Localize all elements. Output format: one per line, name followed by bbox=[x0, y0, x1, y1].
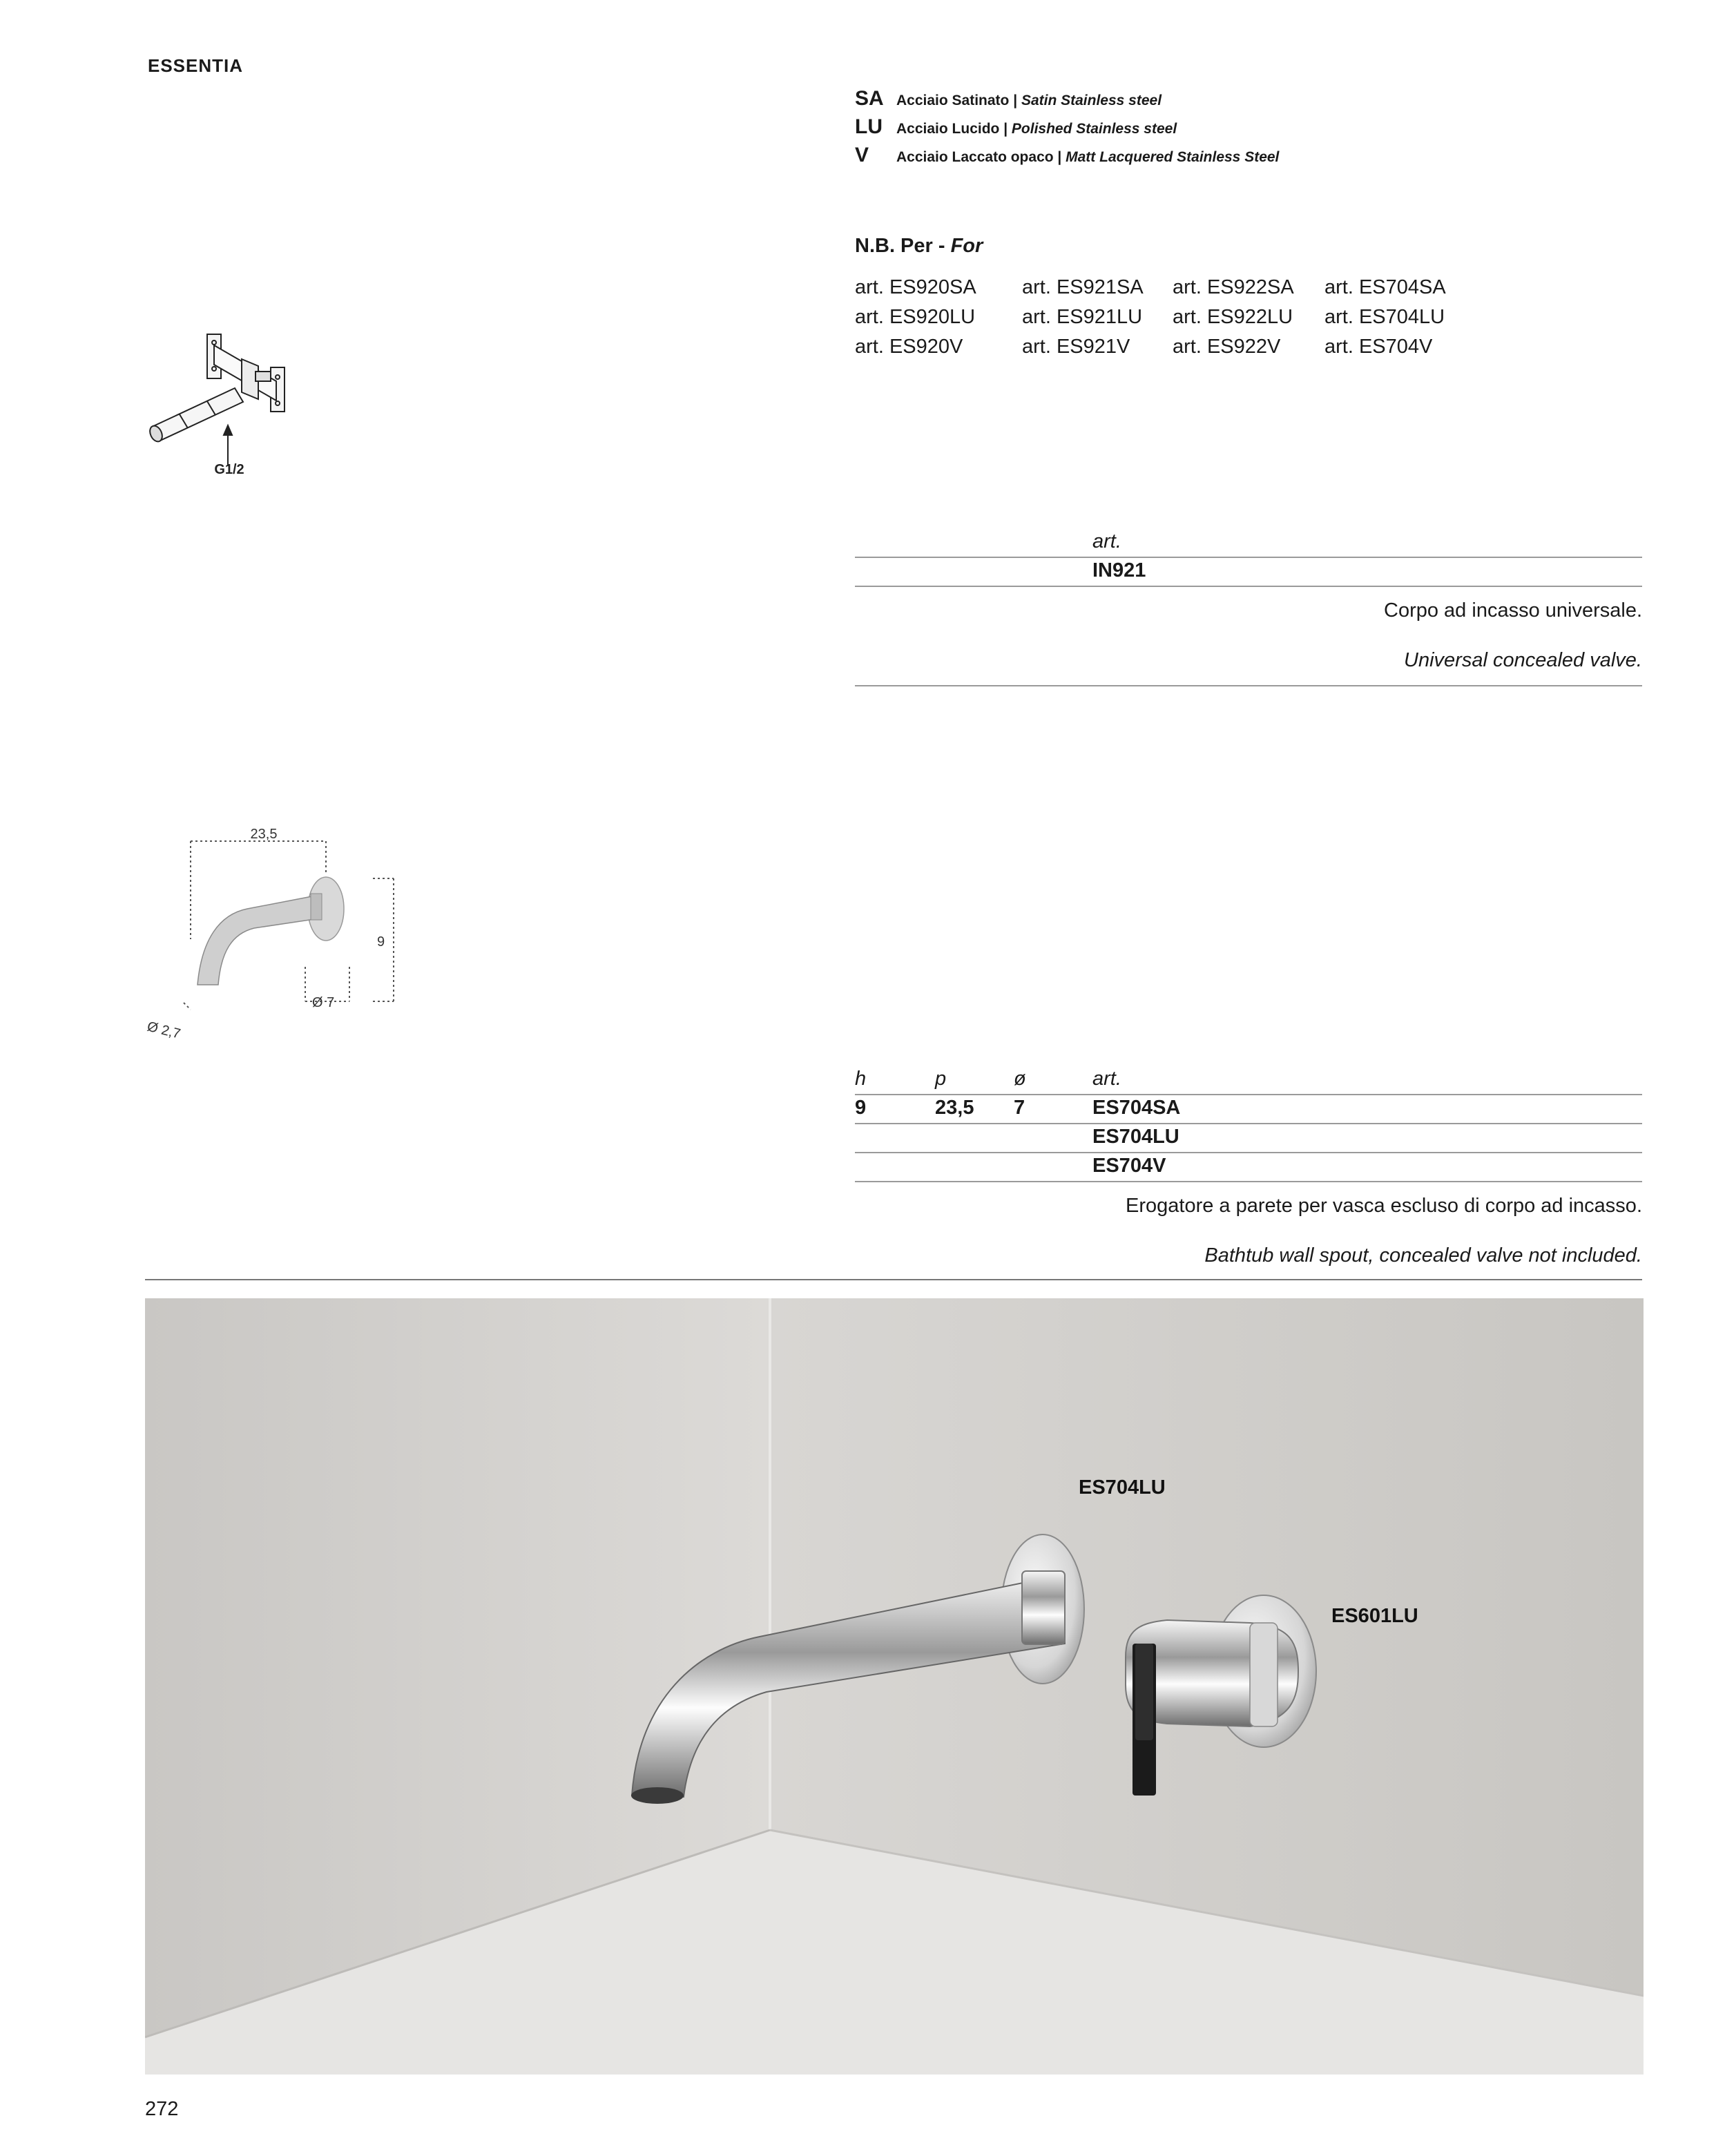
valve-col-art: art. bbox=[1092, 530, 1121, 552]
divider bbox=[855, 1152, 1642, 1153]
photo-label-mixer: ES601LU bbox=[1331, 1605, 1418, 1627]
value-d: 7 bbox=[1014, 1097, 1025, 1119]
finish-row-sa: SA Acciaio Satinato | Satin Stainless steel bbox=[855, 87, 1162, 110]
divider bbox=[855, 1123, 1642, 1124]
spout-code: ES704SA bbox=[1092, 1097, 1181, 1119]
divider bbox=[855, 685, 1642, 686]
col-d: ø bbox=[1014, 1068, 1026, 1090]
nb-heading-en: For bbox=[950, 235, 983, 257]
dim-height: 9 bbox=[377, 934, 385, 950]
finish-name-it: Acciaio Laccato opaco bbox=[896, 149, 1054, 165]
value-h: 9 bbox=[855, 1097, 867, 1119]
compat-item: art. ES921V bbox=[1022, 336, 1130, 358]
compat-item: art. ES704LU bbox=[1324, 306, 1445, 328]
compat-item: art. ES920V bbox=[855, 336, 963, 358]
value-p: 23,5 bbox=[935, 1097, 974, 1119]
finish-row-lu: LU Acciaio Lucido | Polished Stainless steel bbox=[855, 115, 1177, 138]
compat-item: art. ES922V bbox=[1173, 336, 1281, 358]
col-art: art. bbox=[1092, 1068, 1121, 1090]
product-photo bbox=[145, 1298, 1644, 2075]
finish-code: LU bbox=[855, 115, 883, 138]
finish-name-it: Acciaio Lucido bbox=[896, 121, 1000, 137]
g12-label: G1/2 bbox=[214, 462, 244, 477]
nb-heading: N.B. Per - For bbox=[855, 235, 983, 257]
photo-label-spout: ES704LU bbox=[1079, 1476, 1166, 1499]
divider bbox=[855, 1094, 1642, 1095]
divider bbox=[855, 586, 1642, 587]
divider bbox=[855, 557, 1642, 558]
finish-row-v: V Acciaio Laccato opaco | Matt Lacquered Stainless Steel bbox=[855, 144, 1280, 166]
compat-item: art. ES704SA bbox=[1324, 276, 1446, 298]
finish-name-en: Satin Stainless steel bbox=[1021, 93, 1162, 108]
compat-item: art. ES921SA bbox=[1022, 276, 1144, 298]
valve-desc-en: Universal concealed valve. bbox=[1404, 649, 1642, 671]
finish-code: V bbox=[855, 144, 869, 166]
spout-code: ES704V bbox=[1092, 1155, 1166, 1177]
finish-name-en: Polished Stainless steel bbox=[1011, 121, 1177, 137]
spout-desc-it: Erogatore a parete per vasca escluso di corpo ad incasso. bbox=[1126, 1195, 1642, 1217]
compat-item: art. ES922LU bbox=[1173, 306, 1293, 328]
compat-item: art. ES920SA bbox=[855, 276, 976, 298]
spout-shape bbox=[197, 877, 344, 985]
dim-plate-diameter: Ø 7 bbox=[312, 995, 335, 1010]
section-divider bbox=[145, 1279, 1642, 1280]
divider bbox=[855, 1181, 1642, 1182]
compat-grid bbox=[855, 276, 1476, 358]
compat-item: art. ES922SA bbox=[1173, 276, 1294, 298]
page-number: 272 bbox=[145, 2098, 179, 2120]
finish-code: SA bbox=[855, 87, 884, 110]
brand-title: ESSENTIA bbox=[148, 55, 244, 76]
col-p: p bbox=[935, 1068, 947, 1090]
valve-code: IN921 bbox=[1092, 559, 1146, 581]
dim-width: 23,5 bbox=[250, 829, 278, 842]
finish-name-en: Matt Lacquered Stainless Steel bbox=[1066, 149, 1280, 165]
spout-desc-en: Bathtub wall spout, concealed valve not included. bbox=[1204, 1244, 1642, 1267]
bathroom-scene bbox=[145, 1298, 1644, 2075]
finish-name-it: Acciaio Satinato bbox=[896, 93, 1010, 108]
concealed-valve-drawing bbox=[138, 325, 304, 490]
col-h: h bbox=[855, 1068, 867, 1090]
compat-item: art. ES920LU bbox=[855, 306, 976, 328]
compat-item: art. ES921LU bbox=[1022, 306, 1143, 328]
dim-outlet-diameter: Ø 2,7 bbox=[145, 1019, 182, 1042]
compat-item: art. ES704V bbox=[1324, 336, 1433, 358]
spout-dimension-drawing bbox=[138, 829, 414, 1057]
valve-desc-it: Corpo ad incasso universale. bbox=[1384, 599, 1642, 622]
spout-code: ES704LU bbox=[1092, 1126, 1179, 1148]
